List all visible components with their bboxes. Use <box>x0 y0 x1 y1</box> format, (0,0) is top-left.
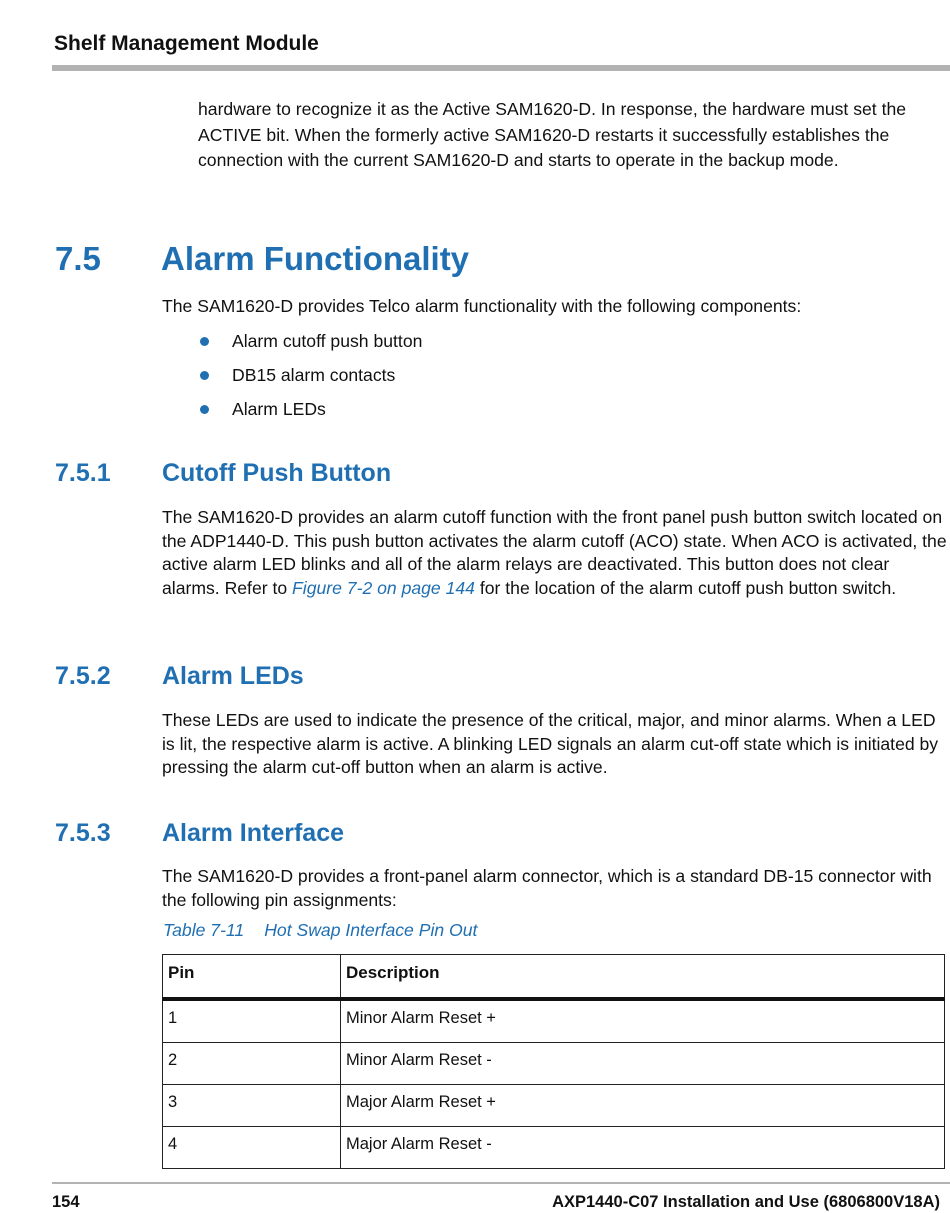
description-cell: Minor Alarm Reset - <box>341 1043 945 1085</box>
bullet-icon <box>200 371 209 380</box>
paragraph-text: for the location of the alarm cutoff push button switch. <box>474 577 897 598</box>
subsection-title: Alarm LEDs <box>162 662 304 690</box>
subsection-title: Alarm Interface <box>162 819 345 847</box>
table-caption <box>163 920 477 941</box>
footer-rule <box>52 1182 950 1184</box>
running-header: Shelf Management Module <box>54 32 319 55</box>
intro-paragraph: hardware to recognize it as the Active SAM1620-D. In response, the hardware must set the ACTIVE bit. When the formerly active SAM1620-D restarts it successfully establishes the connection with the current SAM1620-D and starts to operate in the backup mode. <box>198 99 907 170</box>
table-caption-number: Table 7-11 <box>163 920 245 940</box>
bullet-icon <box>200 405 209 414</box>
description-cell: Minor Alarm Reset + <box>341 999 945 1043</box>
bullet-icon <box>200 337 209 346</box>
pin-cell: 4 <box>163 1127 341 1169</box>
paragraph-text: The SAM1620-D provides an alarm cutoff function with the front panel push button switch located on the ADP1440-D. This push button activates the alarm cutoff (ACO) state. When ACO is activated, the active alarm LED blinks and all of the alarm relays are deactivated. This button does not clear alarms. Refer to <box>162 507 947 598</box>
pin-cell: 1 <box>163 999 341 1043</box>
list-item <box>197 328 422 362</box>
table-header-row <box>163 955 945 1000</box>
section-lead: The SAM1620-D provides Telco alarm functionality with the following components: <box>162 296 802 316</box>
table-caption-title: Hot Swap Interface Pin Out <box>264 920 478 940</box>
description-cell: Major Alarm Reset + <box>341 1085 945 1127</box>
leds-paragraph: These LEDs are used to indicate the presence of the critical, major, and minor alarms. When a LED is lit, the respective alarm is active. A blinking LED signals an alarm cut-off state which is initiated by pressing the alarm cut-off button when an alarm is active. <box>162 710 939 778</box>
description-cell: Major Alarm Reset - <box>341 1127 945 1169</box>
document-title: AXP1440-C07 Installation and Use (6806800V18A) <box>552 1193 940 1211</box>
column-header-pin: Pin <box>163 955 341 1000</box>
pin-table <box>162 954 945 1169</box>
column-header-description: Description <box>341 955 945 1000</box>
section-number: 7.5 <box>55 240 101 277</box>
cutoff-paragraph <box>162 506 947 600</box>
list-item <box>197 396 422 430</box>
figure-link[interactable]: Figure 7-2 on page 144 <box>292 577 475 598</box>
table-row <box>163 1127 945 1169</box>
subsection-number: 7.5.1 <box>55 459 111 487</box>
subsection-number: 7.5.2 <box>55 662 111 690</box>
component-list <box>197 328 422 430</box>
header-rule <box>52 65 950 71</box>
table-row <box>163 1085 945 1127</box>
list-item-label: Alarm cutoff push button <box>232 331 423 351</box>
list-item-label: Alarm LEDs <box>232 399 326 419</box>
interface-paragraph: The SAM1620-D provides a front-panel alarm connector, which is a standard DB-15 connector with the following pin assignments: <box>162 866 932 910</box>
section-title: Alarm Functionality <box>161 240 470 277</box>
list-item-label: DB15 alarm contacts <box>232 365 396 385</box>
pin-cell: 2 <box>163 1043 341 1085</box>
page-number: 154 <box>52 1193 80 1211</box>
list-item <box>197 362 422 396</box>
table-row <box>163 1043 945 1085</box>
subsection-number: 7.5.3 <box>55 819 111 847</box>
pin-cell: 3 <box>163 1085 341 1127</box>
table-row <box>163 999 945 1043</box>
subsection-title: Cutoff Push Button <box>162 459 392 487</box>
